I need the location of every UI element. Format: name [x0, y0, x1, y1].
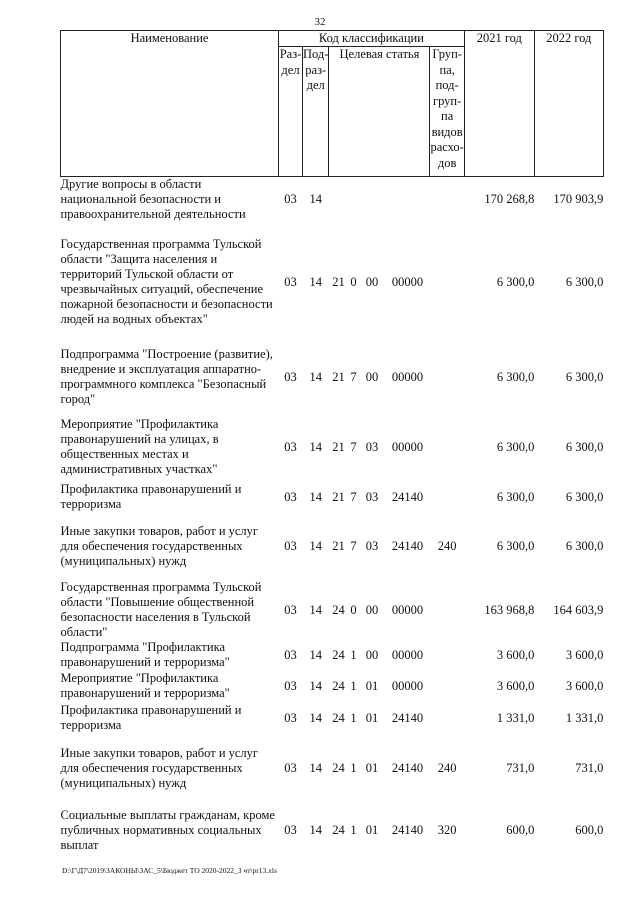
row-value-2022: 3 600,0	[565, 678, 604, 693]
row-value-2021: 6 300,0	[496, 538, 535, 553]
row-target-subprogram: 7	[350, 439, 357, 454]
row-value-2021: 600,0	[506, 822, 535, 837]
row-value-2022: 6 300,0	[565, 538, 604, 553]
row-target-subprogram	[348, 177, 359, 223]
row-target-direction	[385, 177, 430, 223]
row-podrazdel: 14	[309, 439, 322, 454]
row-name: Подпрограмма "Профилактика правонарушений и терроризма"	[60, 640, 230, 669]
row-name: Профилактика правонарушений и терроризма	[60, 482, 242, 511]
row-value-2022: 164 603,9	[553, 602, 604, 617]
row-target-direction: 00000	[391, 274, 424, 289]
table-row	[61, 342, 604, 412]
budget-rows	[61, 177, 604, 859]
row-target-event: 00	[365, 274, 379, 289]
row-podrazdel: 14	[309, 822, 322, 837]
row-razdel: 03	[284, 647, 297, 662]
row-value-2021: 163 968,8	[484, 602, 535, 617]
row-name: Иные закупки товаров, работ и услуг для обеспечения государственных (муниципальных) нужд	[60, 523, 259, 568]
row-podrazdel: 14	[309, 760, 322, 775]
row-target-direction: 00000	[391, 369, 424, 384]
row-target-subprogram: 1	[350, 760, 357, 775]
row-podrazdel: 14	[309, 710, 322, 725]
header-razdel: Раз- дел	[279, 47, 303, 177]
row-target-event: 00	[365, 647, 379, 662]
row-value-2022: 170 903,9	[553, 192, 604, 206]
row-razdel: 03	[284, 678, 297, 693]
row-target-program: 21	[332, 538, 345, 553]
header-2021: 2021 год	[464, 31, 534, 177]
row-name: Государственная программа Тульской области "Защита населения и территорий Тульской области от чрезвычайных ситуаций, обеспечение пожарной безопасности и безопасности людей на водных объектах"	[60, 237, 273, 326]
row-razdel: 03	[284, 602, 297, 617]
row-target-subprogram: 1	[350, 822, 357, 837]
row-target-program: 24	[332, 710, 345, 725]
row-target-program: 21	[332, 369, 345, 384]
row-target-program: 24	[332, 647, 345, 662]
table-row	[61, 734, 604, 802]
row-razdel: 03	[284, 822, 297, 837]
row-expense-group	[430, 670, 464, 702]
row-name: Профилактика правонарушений и терроризма	[60, 703, 242, 732]
row-podrazdel: 14	[309, 538, 322, 553]
table-row	[61, 580, 604, 640]
table-row	[61, 802, 604, 858]
row-target-direction: 24140	[391, 710, 424, 725]
header-target-article: Целевая статья	[329, 47, 430, 177]
header-podrazdel: Под- раз- дел	[303, 47, 329, 177]
row-target-program: 24	[332, 822, 345, 837]
row-target-program: 21	[332, 439, 345, 454]
row-target-event: 01	[365, 760, 379, 775]
row-value-2022: 6 300,0	[565, 274, 604, 289]
row-target-event	[359, 177, 385, 223]
row-value-2022: 6 300,0	[565, 439, 604, 454]
row-expense-group	[430, 640, 464, 670]
row-target-program	[329, 177, 348, 223]
header-name: Наименование	[61, 31, 279, 177]
row-name: Подпрограмма "Построение (развитие), внедрение и эксплуатация аппаратно-программного комплекса "Безопасный город"	[60, 347, 273, 406]
row-value-2021: 6 300,0	[496, 274, 535, 289]
row-name: Государственная программа Тульской области "Повышение общественной безопасности населения в Тульской области"	[60, 580, 262, 639]
row-razdel: 03	[284, 710, 297, 725]
row-target-event: 01	[365, 678, 379, 693]
header-classification-code: Код классификации	[279, 31, 465, 47]
row-razdel: 03	[284, 489, 297, 504]
row-target-event: 03	[365, 439, 379, 454]
table-row	[61, 512, 604, 580]
row-target-direction: 00000	[391, 647, 424, 662]
table-row	[61, 412, 604, 482]
row-target-event: 01	[365, 710, 379, 725]
row-expense-group	[430, 177, 464, 223]
row-target-subprogram: 7	[350, 489, 357, 504]
row-value-2022: 731,0	[575, 760, 604, 775]
row-target-program: 24	[332, 678, 345, 693]
row-value-2021: 731,0	[506, 760, 535, 775]
row-value-2021: 6 300,0	[496, 439, 535, 454]
table-row	[61, 670, 604, 702]
row-razdel: 03	[284, 369, 297, 384]
row-podrazdel: 14	[309, 369, 322, 384]
row-target-direction: 00000	[391, 602, 424, 617]
row-name: Иные закупки товаров, работ и услуг для обеспечения государственных (муниципальных) нужд	[60, 745, 259, 790]
row-podrazdel: 14	[309, 647, 322, 662]
row-value-2022: 3 600,0	[565, 647, 604, 662]
row-value-2022: 6 300,0	[565, 489, 604, 504]
row-target-event: 01	[365, 822, 379, 837]
row-target-event: 03	[365, 489, 379, 504]
row-name: Социальные выплаты гражданам, кроме публичных нормативных социальных выплат	[60, 807, 275, 852]
row-target-program: 24	[332, 602, 345, 617]
row-value-2021: 3 600,0	[496, 647, 535, 662]
row-target-subprogram: 1	[350, 678, 357, 693]
row-target-direction: 24140	[391, 538, 424, 553]
row-target-event: 00	[365, 369, 379, 384]
row-podrazdel: 14	[309, 489, 322, 504]
file-path-footer: D:\Г\Д7\2019\ЗАКОНЫ\ЗАС_5\Бюджет ТО 2020-2022_3 чт\pr13.xls	[62, 866, 277, 875]
row-value-2021: 1 331,0	[496, 710, 535, 725]
row-razdel: 03	[284, 538, 297, 553]
row-value-2021: 6 300,0	[496, 489, 535, 504]
row-expense-group	[430, 412, 464, 482]
row-target-subprogram: 7	[350, 369, 357, 384]
row-name: Мероприятие "Профилактика правонарушений и терроризма"	[60, 671, 230, 700]
row-expense-group: 240	[437, 538, 457, 553]
row-razdel: 03	[284, 192, 297, 206]
row-target-event: 00	[365, 602, 379, 617]
row-podrazdel: 14	[309, 678, 322, 693]
row-razdel: 03	[284, 274, 297, 289]
row-target-subprogram: 0	[350, 274, 357, 289]
row-target-direction: 24140	[391, 489, 424, 504]
row-target-subprogram: 7	[350, 538, 357, 553]
row-value-2021: 6 300,0	[496, 369, 535, 384]
budget-table	[60, 30, 604, 858]
header-2022: 2022 год	[534, 31, 603, 177]
table-row	[61, 177, 604, 223]
row-value-2021: 170 268,8	[484, 192, 535, 206]
row-expense-group: 240	[437, 760, 457, 775]
row-podrazdel: 14	[309, 602, 322, 617]
header-expense-group: Груп- па, под- груп- па видов расхо- дов	[430, 47, 464, 177]
row-podrazdel: 14	[309, 274, 322, 289]
row-target-program: 21	[332, 274, 345, 289]
page-number: 32	[314, 16, 326, 28]
row-target-subprogram: 0	[350, 602, 357, 617]
row-value-2022: 6 300,0	[565, 369, 604, 384]
row-target-direction: 24140	[391, 760, 424, 775]
row-expense-group	[430, 702, 464, 734]
row-target-direction: 00000	[391, 439, 424, 454]
row-razdel: 03	[284, 760, 297, 775]
row-target-program: 24	[332, 760, 345, 775]
row-name: Другие вопросы в области национальной безопасности и правоохранительной деятельности	[60, 177, 246, 221]
row-expense-group: 320	[437, 822, 457, 837]
row-value-2022: 1 331,0	[565, 710, 604, 725]
row-target-subprogram: 1	[350, 647, 357, 662]
row-value-2021: 3 600,0	[496, 678, 535, 693]
row-target-event: 03	[365, 538, 379, 553]
row-expense-group	[430, 482, 464, 512]
row-target-direction: 24140	[391, 822, 424, 837]
row-target-direction: 00000	[391, 678, 424, 693]
table-row	[61, 222, 604, 342]
row-expense-group	[430, 222, 464, 342]
row-value-2022: 600,0	[575, 822, 604, 837]
row-target-subprogram: 1	[350, 710, 357, 725]
row-expense-group	[430, 580, 464, 640]
table-row	[61, 482, 604, 512]
row-razdel: 03	[284, 439, 297, 454]
row-target-program: 21	[332, 489, 345, 504]
table-row	[61, 640, 604, 670]
row-name: Мероприятие "Профилактика правонарушений на улицах, в общественных местах и административных участках"	[60, 417, 219, 476]
row-expense-group	[430, 342, 464, 412]
table-row	[61, 702, 604, 734]
row-podrazdel: 14	[309, 192, 322, 206]
